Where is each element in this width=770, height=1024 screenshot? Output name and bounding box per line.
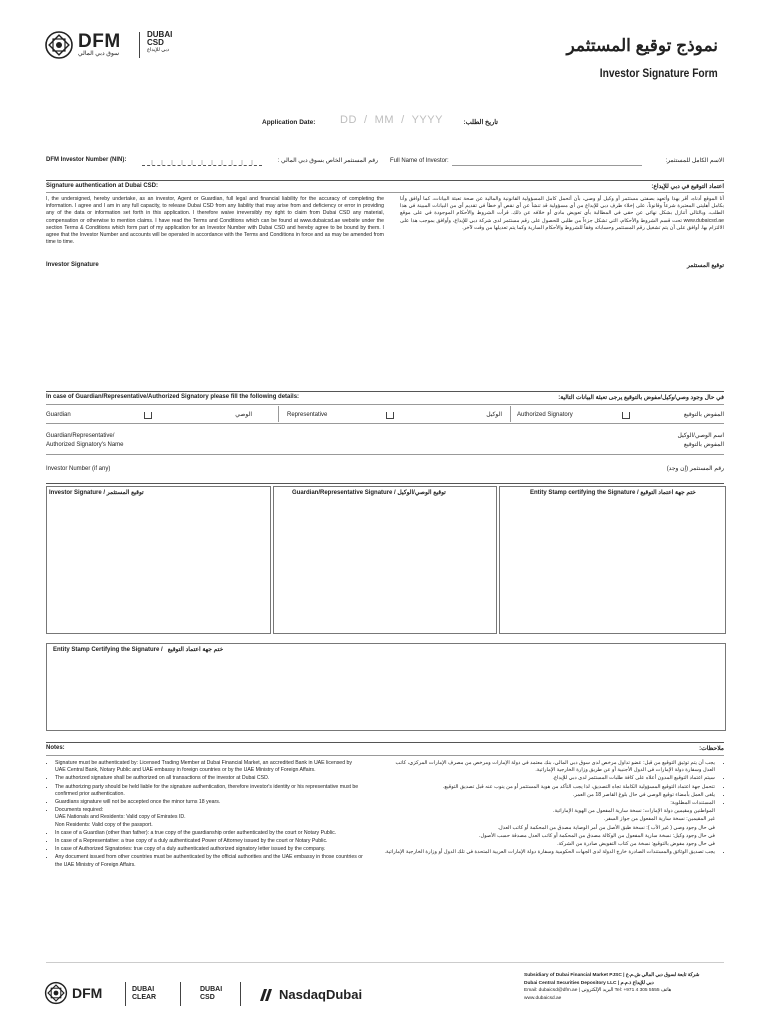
- note-en-6: • In case of a Guardian (other than father): a true copy of the guardianship order authenticated by the court or Notary Public.: [55, 830, 364, 837]
- note-ar-8: في حال وجود وصي ( غير الأب ): نسخة طبق الأصل من أمر الوصاية مصدق من المحكمة أو كاتب العدل.: [497, 824, 715, 831]
- note-en-3: • The authorizing party should be held liable for the signature authentication, therefore investor's identity or his representative must be confirmed prior authentication.: [55, 784, 364, 798]
- note-ar-4: • يلغى العمل بأمضاء توقيع الوصي في حال بلوغ القاصر 18 من العمر.: [384, 792, 715, 799]
- entity-stamp-box[interactable]: [46, 643, 726, 731]
- form-title-ar: نموذج توقيع المستثمر: [566, 36, 718, 55]
- entity-stamp-box-label: Entity Stamp Certifying the Signature / ختم جهة اعتماد التوقيع: [53, 647, 224, 653]
- nin-input[interactable]: [142, 156, 262, 166]
- auth-top-rule: [46, 180, 724, 181]
- nin-label: DFM Investor Number (NIN):: [46, 157, 127, 163]
- option-guardian-label-ar: الوصي: [235, 412, 252, 418]
- footer-nasdaq-logo: [258, 985, 378, 1005]
- note-en-7: • In case of a Representative: a true copy of a duly authenticated Power of Attorney issued by the court or Notary Public.: [55, 838, 364, 845]
- investor-signature-label: Investor Signature: [46, 262, 99, 268]
- logo-divider: [139, 32, 140, 58]
- csd-logo-subtext: دبي للإيداع: [147, 47, 170, 53]
- entity-signature-box-label: Entity Stamp certifying the Signature / ختم جهة اعتماد التوقيع: [530, 490, 696, 496]
- footer-dfm-text: DFM: [72, 985, 103, 1001]
- option-representative-label-ar: الوكيل: [486, 412, 502, 418]
- option-representative-checkbox[interactable]: [386, 412, 394, 419]
- note-ar-11: • يجب تصديق الوثائق والمستندات الصادرة خارج الدولة لدى الجهات الحكومية وسفارة دولة الإمارات العربية المتحدة في تلك الدول أو وزارة الخارجية الإماراتية.: [384, 849, 715, 856]
- note-en-4: • Guardians signature will not be accepted once the minor turns 18 years.: [55, 799, 364, 806]
- guardian-name-label-ar-1: اسم الوصي/الوكيل: [677, 433, 724, 439]
- note-en-5: [55, 807, 364, 829]
- footer-line-4[interactable]: www.dubaicsd.ae: [524, 995, 562, 1001]
- form-title-en: Investor Signature Form: [600, 66, 718, 80]
- note-ar-9: في حال وجود وكيل: نسخة سارية المفعول من الوكالة مصدق من المحكمة أو كاتب العدل مصدقة حسب الأصول.: [479, 832, 715, 839]
- auth-mid-rule: [46, 192, 724, 193]
- nasdaq-icon: [258, 987, 274, 1003]
- notes-mid-rule: [46, 755, 724, 756]
- notes-heading: Notes:: [46, 745, 65, 751]
- guardian-signature-box-label: Guardian/Representative Signature / توقيع الوصي/الوكيل: [292, 490, 446, 496]
- footer-rule: [46, 962, 724, 963]
- notes-top-rule: [46, 742, 724, 743]
- csd-logo-line1: DUBAI: [147, 30, 173, 39]
- full-name-label-ar: الاسم الكامل للمستثمر:: [665, 158, 724, 164]
- guardian-intro: In case of Guardian/Representative/Authorized Signatory please fill the following details:: [46, 394, 300, 400]
- footer-line-2: Dubai Central Securities Depository LLC | دبي للإيداع ذ.م.م: [524, 980, 654, 986]
- footer-dubai-csd-logo: DUBAI CSD: [200, 986, 223, 1001]
- guardian-name-label-1: Guardian/Representative/: [46, 433, 115, 439]
- note-en-5-sub-2: Non Residents: Valid copy of the passport.: [55, 821, 153, 828]
- investor-signature-area[interactable]: [46, 272, 724, 384]
- note-en-2: • The authorized signature shall be authorized on all transactions of the investor at Dubai CSD.: [55, 775, 364, 782]
- option-representative-label: Representative: [287, 412, 328, 418]
- guardian-intro-ar: في حال وجود وصي/وكيل/مفوض بالتوقيع يرجى تعبئة البيانات التالية:: [558, 395, 724, 401]
- guardian-nin-label-ar: رقم المستثمر (إن وجد): [666, 466, 724, 472]
- footer-divider-2: [180, 982, 181, 1006]
- note-ar-3: • تتحمل جهة اعتماد التوقيع المسؤولية الكاملة تجاه التصديق، لذا يجب التأكد من هوية المستثمر أو من ينوب عنه قبل تصديق التوقيع.: [384, 784, 715, 791]
- footer-dubai-clear-logo: DUBAI CLEAR: [132, 986, 157, 1001]
- options-rule: [46, 423, 724, 424]
- entity-signature-box[interactable]: [499, 486, 726, 634]
- auth-body-en: I, the undersigned, hereby undertake, as an investor, Agent or Guardian, full legal and financial liability for the accuracy of completing the information. I agree and I am in any full capacity, to release Dubai CSD from any liability that may arise from and deficiency or error in providing any of the data or information set forth in this application. I therefore waive irreversibly my right to claim from Dubai CSD any material, compensation or otherwise to mention claims. I have read the Terms and Conditions which can be found at www.dubaicsd.ae website under the section Terms & Conditions which form part of my application for an Investor Number with Dubai CSD and hereby agree to be bound by them. I agree that the Investor Number and accounts will be operated in accordance with the Terms and Conditions in force and as may be amended from time to time.: [46, 196, 384, 246]
- dfm-logo: [44, 28, 134, 62]
- guardian-top-rule: [46, 391, 724, 392]
- option-guardian-checkbox[interactable]: [144, 412, 152, 419]
- notes-list-en: [46, 760, 364, 870]
- footer-line-1: Subsidiary of Dubai Financial Market PJSC | شركة تابعة لسوق دبي المالي ش.م.ع: [524, 973, 700, 978]
- csd-logo: [147, 31, 187, 61]
- csd-logo-line2: CSD: [147, 38, 164, 47]
- note-ar-6: المواطنين ومقيمين دولة الإمارات: نسخة سارية المفعول من الهوية الإماراتية.: [553, 808, 715, 815]
- investor-signature-box[interactable]: [46, 486, 271, 634]
- guardian-name-input[interactable]: [150, 430, 640, 450]
- application-date-label-ar: تاريخ الطلب:: [463, 119, 498, 126]
- application-date-input[interactable]: DD / MM / YYYY: [340, 114, 443, 126]
- guardian-intro-rule: [46, 404, 724, 405]
- note-ar-5: • المستندات المطلوبة:: [384, 800, 715, 807]
- nin-label-ar: رقم المستثمر الخاص بسوق دبي المالي :: [277, 158, 378, 164]
- auth-heading-ar: اعتماد التوقيع في دبي للإيداع:: [651, 184, 724, 190]
- application-date-label: Application Date:: [262, 119, 316, 126]
- option-guardian-label: Guardian: [46, 412, 71, 418]
- option-authorized-label: Authorized Signatory: [517, 412, 573, 418]
- investor-signature-label-ar: توقيع المستثمر: [686, 263, 724, 269]
- footer-dfm-logo: [44, 979, 122, 1009]
- guardian-name-label-2: Authorized Signatory's Name: [46, 442, 124, 448]
- note-en-5-text: Documents required:: [55, 807, 104, 814]
- nin-input-cells: [142, 156, 262, 165]
- note-ar-1: • يجب أن يتم توثيق التوقيع من قبل: عضو تداول مرخص لدى سوق دبي المالي، بنك معتمد في دولة الإمارات ومرخص من مصرف الإمارات المركزي، كاتب العدل وسفارة دولة الإمارات في الدول الأجنبية أو عن طريق وزارة الخارجية الإماراتية.: [384, 760, 715, 774]
- note-en-5-sub-1: UAE Nationals and Residents: Valid copy of Emirates ID.: [55, 814, 186, 821]
- note-en-1: • Signature must be authenticated by: Licensed Trading Member at Dubai Financial Market, an accredited Bank in UAE licensed by UAE Central Bank, Notary Public and UAE embassy in foreign countries or by the UAE Ministry of Foreign Affairs.: [55, 760, 364, 774]
- footer-address: [524, 972, 724, 1002]
- nasdaq-text: NasdaqDubai: [279, 987, 363, 1002]
- notes-heading-ar: ملاحظات:: [699, 746, 724, 752]
- dfm-logo-text: DFM: [78, 31, 121, 52]
- full-name-label: Full Name of Investor:: [390, 158, 449, 164]
- guardian-name-label-ar-2: المفوض بالتوقيع: [683, 442, 724, 448]
- note-en-9: • Any document issued from other countries must be authenticated by the official authorities and the UAE embassy in those countries or the UAE Ministry of Foreign Affairs.: [55, 854, 364, 868]
- option-authorized-label-ar: المفوض بالتوقيع: [683, 412, 724, 418]
- guardian-signature-box[interactable]: [273, 486, 497, 634]
- guardian-nin-input[interactable]: [130, 462, 650, 474]
- note-ar-2: • سيتم اعتماد التوقيع المدون أعلاه على كافة طلبات المستثمر لدى دبي للإيداع.: [384, 775, 715, 782]
- note-en-8: • In case of Authorized Signatories: true copy of a duly authenticated authorized signatory letter issued by the company.: [55, 846, 364, 853]
- auth-body-ar: أنا الموقع أدناه، أقر بهذا وأتعهد بصفتي مستثمر أو وكيل أو وصي، بأن أتحمل كامل المسؤولية القانونية والمالية عن صحة تعبئة البيانات، كما أوافق وأنا بكامل أهليتي المعتبرة شرعاً وقانوناً، على إخلاء طرف دبي للإيداع من أي مسؤولية قد تنشأ عن أي نقص أو خطأ في تقديم أي من البيانات المبينة في هذا الطلب، وبالتالي أتنازل بشكل نهائي عن حقي في المطالبة بأي تعويض مادي أو خلافه عن ذلك. قرأت الشروط والأحكام الموجودة في على موقع www.dubaicsd.ae تحت قسم الشروط والأحكام، التي تشكل جزءاً من طلبي للحصول على رقم مستثمر لدى شركة دبي للإيداع، وأوافق بموجب هذا على الالتزام بها. أوافق على أن يتم تشغيل رقم المستثمر وحساباته وفقاً للشروط والأحكام السارية وكما يتم تعديلها من وقت لآخر.: [400, 196, 724, 231]
- full-name-input[interactable]: [452, 165, 642, 166]
- guardian-name-rule: [46, 454, 724, 455]
- notes-list-ar: [384, 760, 724, 857]
- footer-divider-1: [125, 982, 126, 1006]
- footer-divider-3: [240, 982, 241, 1006]
- footer-line-3: Email: dubaicsd@dfm.ae | البريد الإلكتروني Tel: +971 4 305 5555 هاتف: [524, 988, 672, 993]
- guardian-nin-rule: [46, 483, 724, 484]
- dfm-logo-subtext: سوق دبي المالي: [78, 51, 120, 57]
- auth-heading: Signature authentication at Dubai CSD:: [46, 183, 159, 189]
- guardian-nin-label: Investor Number (if any): [46, 466, 111, 472]
- option-divider-2: [510, 406, 511, 422]
- option-authorized-checkbox[interactable]: [622, 412, 630, 419]
- option-divider-1: [278, 406, 279, 422]
- footer-dfm-emblem-icon: [44, 981, 68, 1005]
- investor-signature-box-label: Investor Signature / توقيع المستثمر: [49, 490, 144, 496]
- note-ar-10: في حال وجود مفوض بالتوقيع: نسخة من كتاب التفويض صادرة من الشركة.: [557, 841, 715, 848]
- dfm-emblem-icon: [44, 30, 74, 60]
- note-ar-7: غير المقيمين: نسخة سارية المفعول من جواز السفر.: [604, 816, 715, 823]
